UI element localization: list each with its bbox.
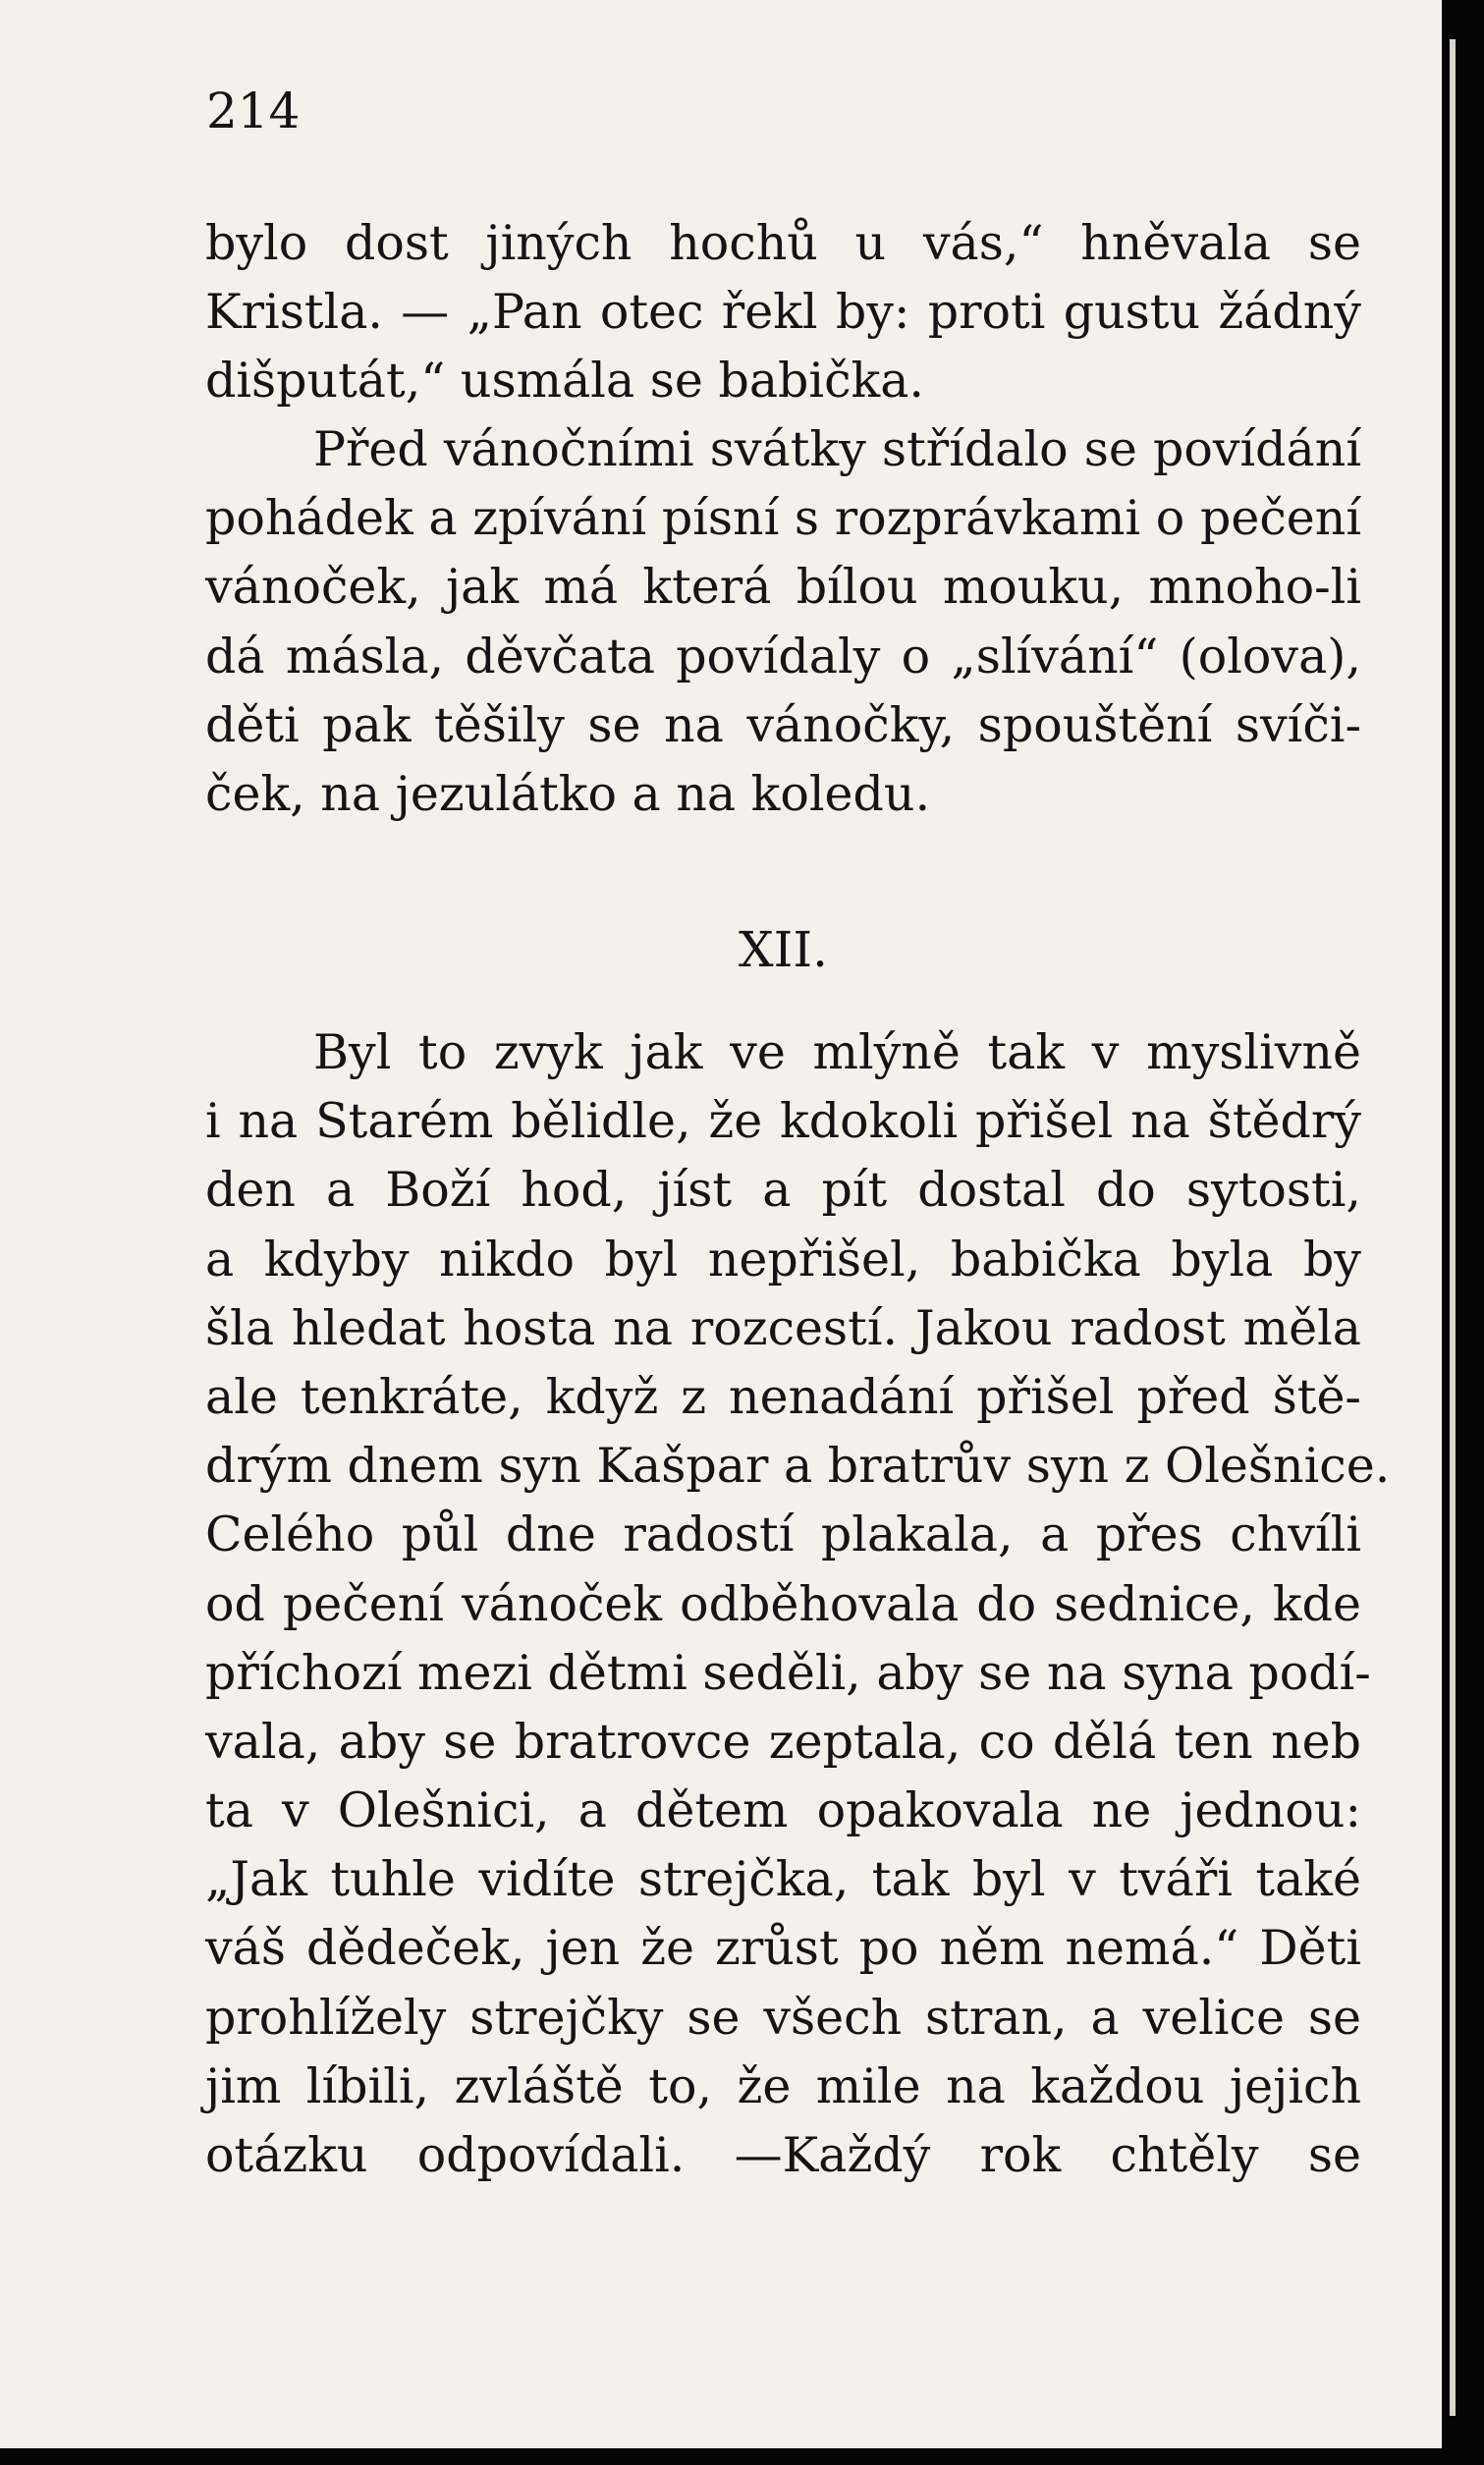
scan-border-bottom bbox=[0, 2448, 1484, 2465]
text-line: šla hledat hosta na rozcestí. Jakou radost měla bbox=[205, 1299, 1361, 1356]
text-line: den a Boží hod, jíst a pít dostal do sytosti, bbox=[205, 1162, 1361, 1219]
text-line: od pečení vánoček odběhovala do sednice, kde bbox=[205, 1575, 1361, 1632]
text-line: pohádek a zpívání písní s rozprávkami o pečení bbox=[205, 490, 1361, 547]
paragraph-chapter-opening bbox=[205, 1018, 1391, 2190]
text-line: jim líbili, zvláště to, že mile na každou jejich bbox=[205, 2057, 1361, 2114]
text-line: příchozí mezi dětmi seděli, aby se na syna podí- bbox=[205, 1644, 1371, 1701]
text-line: a kdyby nikdo byl nepřišel, babička byla by bbox=[205, 1231, 1361, 1287]
text-line: dišputát,“ usmála se babička. bbox=[205, 353, 925, 410]
page-number: 214 bbox=[206, 82, 301, 139]
text-line: děti pak těšily se na vánočky, spouštění svíči- bbox=[205, 696, 1361, 753]
text-line: Kristla. — „Pan otec řekl by: proti gustu žádný bbox=[205, 284, 1361, 341]
text-line: otázku odpovídali. —Každý rok chtěly se bbox=[205, 2127, 1361, 2183]
text-line: „Jak tuhle vidíte strejčka, tak byl v tváři také bbox=[205, 1851, 1361, 1908]
text-line: ček, na jezulátko a na koledu. bbox=[205, 765, 931, 822]
text-line: dá másla, děvčata povídaly o „slívání“ (olova), bbox=[205, 628, 1361, 685]
paragraph-christmas-preparations bbox=[205, 415, 1361, 829]
text-line: Byl to zvyk jak ve mlýně tak v myslivně bbox=[313, 1024, 1361, 1080]
text-line: bylo dost jiných hochů u vás,“ hněvala se bbox=[205, 215, 1361, 271]
text-line: vala, aby se bratrovce zeptala, co dělá ten neb bbox=[205, 1713, 1361, 1770]
chapter-heading: XII. bbox=[739, 921, 828, 978]
text-line: Celého půl dne radostí plakala, a přes chvíli bbox=[205, 1506, 1361, 1563]
text-line: vánoček, jak má která bílou mouku, mnoho-li bbox=[205, 559, 1361, 616]
text-line: ta v Olešnici, a dětem opakovala ne jednou: bbox=[205, 1782, 1361, 1839]
text-line: Před vánočními svátky střídalo se povídání bbox=[313, 421, 1361, 477]
text-line: drým dnem syn Kašpar a bratrův syn z Olešnice. bbox=[205, 1438, 1391, 1495]
text-line: i na Starém bělidle, že kdokoli přišel na štědrý bbox=[205, 1093, 1361, 1150]
text-line: ale tenkráte, když z nenadání přišel před ště- bbox=[205, 1368, 1361, 1425]
text-line: váš dědeček, jen že zrůst po něm nemá.“ Děti bbox=[205, 1920, 1361, 1977]
scan-border-right bbox=[1442, 0, 1484, 2465]
paragraph-continuation bbox=[205, 209, 1361, 416]
text-line: prohlížely strejčky se všech stran, a velice se bbox=[205, 1989, 1361, 2046]
adjacent-page-edge bbox=[1450, 39, 1456, 2416]
